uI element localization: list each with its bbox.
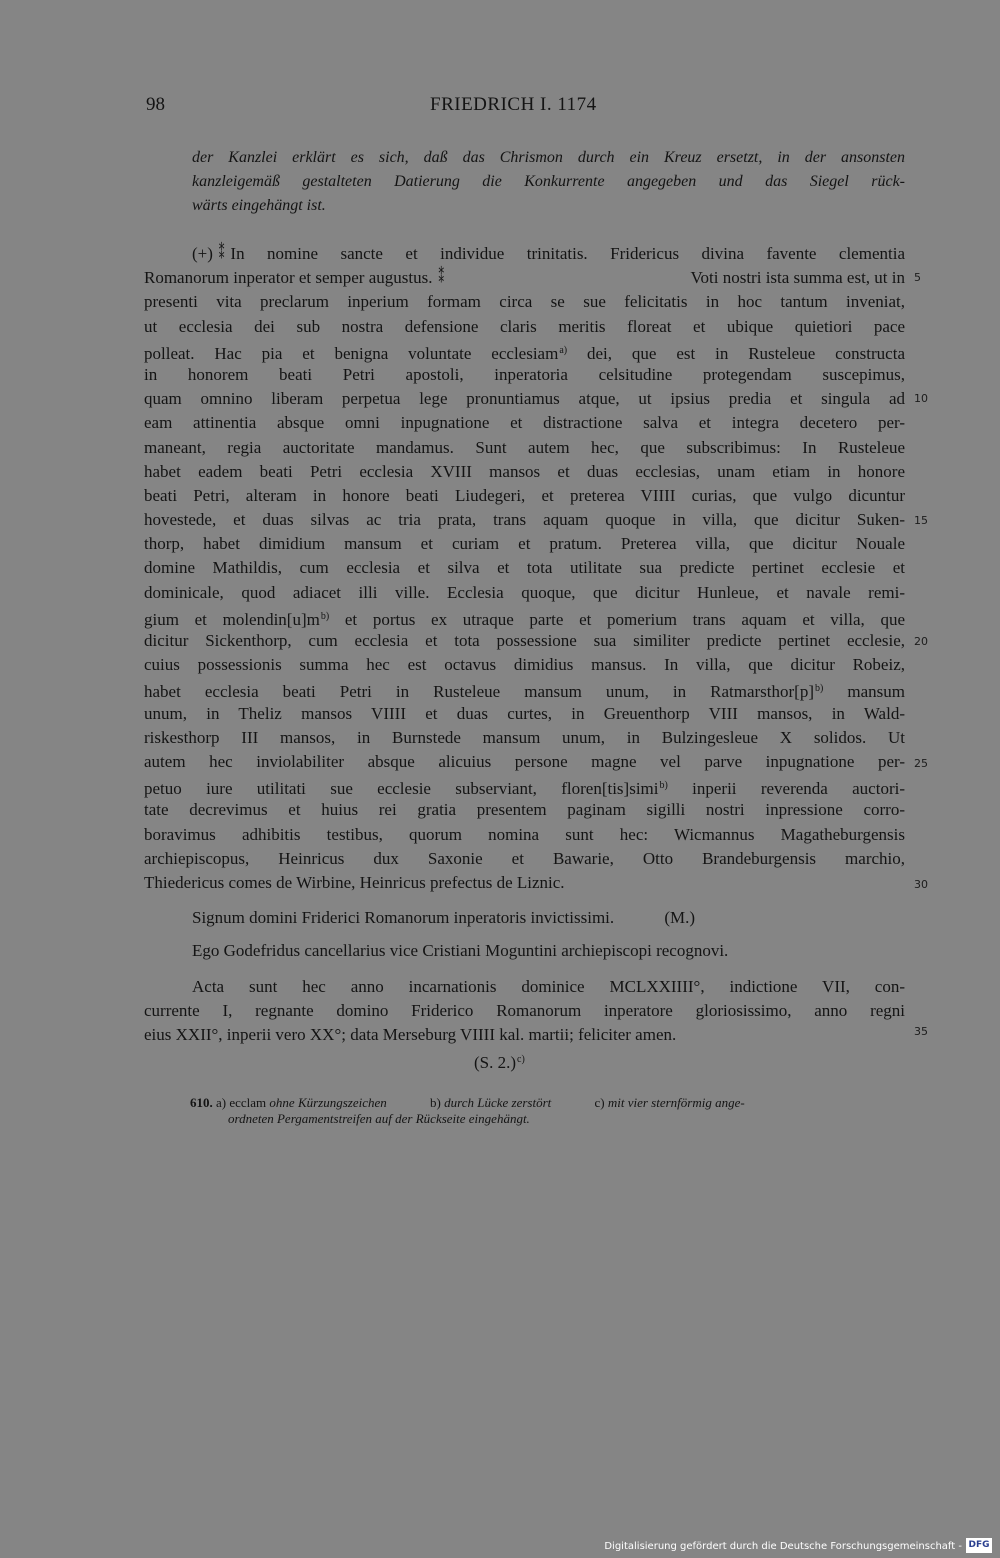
footnote-marker: b) bbox=[320, 610, 330, 622]
footnote-marker: b) bbox=[815, 683, 824, 695]
text-line: dicitur Sickenthorp, cum ecclesia et tota possessione sua similiter predicte pertinet ecclesie, bbox=[144, 631, 905, 650]
footnote-marker: c) bbox=[517, 1053, 525, 1065]
text-line: cuius possessionis summa hec est octavus dimidius mansus. In villa, que dicitur Robeiz, bbox=[144, 655, 905, 675]
text-line: dominicale, quod adiacet illi ville. Ecclesia quoque, que dicitur Hunleue, et navale remi- bbox=[144, 582, 905, 602]
signum-line bbox=[192, 908, 695, 928]
text-segment: dei, que est in Rusteleue constructa bbox=[587, 343, 905, 363]
seal-text: (S. 2.) bbox=[474, 1052, 517, 1072]
line-number: 15 bbox=[914, 514, 928, 527]
text-line: unum, in Theliz mansos VIIII et duas curtes, in Greuenthorp VIII mansos, in Wald- bbox=[144, 703, 905, 723]
text-segment: polleat. Hac pia et benigna voluntate ecclesiam bbox=[144, 343, 559, 363]
line-number: 5 bbox=[914, 271, 921, 284]
text-line bbox=[144, 774, 905, 798]
funding-credit: Digitalisierung gefördert durch die Deutsche Forschungsgemeinschaft - bbox=[604, 1541, 962, 1552]
text-line: quam omnino liberam perpetua lege pronuntiamus atque, ut ipsius predia et singula ad bbox=[144, 389, 905, 409]
running-title: FRIEDRICH I. 1174 bbox=[430, 94, 597, 115]
introductory-note bbox=[192, 146, 905, 218]
footnote-comment: mit vier sternförmig ange- bbox=[607, 1095, 745, 1110]
footnote-comment: ordneten Pergamentstreifen auf der Rückseite eingehängt. bbox=[228, 1111, 530, 1126]
text-line bbox=[144, 339, 905, 363]
monogram: (M.) bbox=[664, 908, 696, 927]
document-number: 610. bbox=[190, 1095, 213, 1110]
text-segment: inperii reverenda auctori- bbox=[692, 779, 905, 799]
seal-note bbox=[144, 1048, 905, 1075]
footnote-text: ecclam bbox=[229, 1095, 267, 1110]
text-segment: habet ecclesia beati Petri in Rusteleue mansum unum, in Ratmarsthor[p] bbox=[144, 682, 815, 702]
text-line: boravimus adhibitis testibus, quorum nomina sunt hec: Wicmannus Magatheburgensis bbox=[144, 824, 905, 844]
signum-text: Signum domini Friderici Romanorum inperatoris invictissimi. bbox=[192, 908, 615, 927]
intro-line: der Kanzlei erklärt es sich, daß das Chrismon durch ein Kreuz ersetzt, in der ansonsten bbox=[192, 149, 905, 166]
text-segment: Voti nostri ista summa est, ut in bbox=[690, 268, 905, 288]
text-line: thorp, habet dimidium mansum et curiam et pratum. Preterea villa, que dicitur Nouale bbox=[144, 534, 905, 554]
line-number: 25 bbox=[914, 757, 928, 770]
text-line: archiepiscopus, Heinricus dux Saxonie et Bawarie, Otto Brandeburgensis marchio, bbox=[144, 848, 905, 868]
line-number: 30 bbox=[914, 878, 928, 891]
text-line bbox=[144, 605, 905, 629]
footnote-comment: ohne Kürzungszeichen bbox=[269, 1095, 387, 1110]
text-line: Thiedericus comes de Wirbine, Heinricus prefectus de Liznic. bbox=[144, 872, 565, 892]
cross-symbol: (+) bbox=[192, 244, 213, 263]
text-line: tate decrevimus et huius rei gratia presentem paginam sigilli nostri inpressione corro- bbox=[144, 800, 905, 820]
footnote-comment: durch Lücke zerstört bbox=[444, 1095, 552, 1110]
footnote-line bbox=[190, 1095, 902, 1111]
intro-line: wärts eingehängt ist. bbox=[192, 197, 326, 214]
dfg-logo-icon: DFG bbox=[966, 1538, 992, 1553]
line-number: 20 bbox=[914, 635, 928, 648]
page-number: 98 bbox=[146, 94, 165, 115]
text-line: in honorem beati Petri apostoli, inperatoria celsitudine protegendam suscepimus, bbox=[144, 364, 905, 384]
text-segment: et portus ex utraque parte et pomerium trans aquam et villa, que bbox=[344, 609, 905, 629]
text-line: eius XXII°, inperii vero XX°; data Merseburg VIIII kal. martii; feliciter amen. bbox=[144, 1025, 677, 1045]
text-line bbox=[144, 677, 905, 701]
text-line: Acta sunt hec anno incarnationis dominice MCLXXIIII°, indictione VII, con- bbox=[192, 977, 905, 996]
text-segment: petuo iure utilitati sue ecclesie subserviant, floren[tis]simi bbox=[144, 779, 659, 799]
text-line: eam attinentia absque omni inpugnatione et distractione salva et integra decetero per- bbox=[144, 413, 905, 433]
intro-line: kanzleigemäß gestalteten Datierung die Konkurrente angegeben und das Siegel rück- bbox=[192, 173, 905, 190]
page-header bbox=[146, 94, 906, 124]
text-line: currente I, regnante domino Friderico Romanorum inperatore gloriosissimo, anno regni bbox=[144, 1001, 905, 1021]
chrismon-icon: ⁑ bbox=[218, 244, 225, 264]
footnote-label: c) bbox=[594, 1095, 605, 1110]
text-segment: gium et molendin[u]m bbox=[144, 609, 320, 629]
footnotes bbox=[190, 1095, 902, 1127]
footnote-label: b) bbox=[430, 1095, 441, 1110]
text-line: autem hec inviolabiliter absque alicuius persone magne vel parve inpugnatione per- bbox=[144, 751, 905, 771]
recognition-line: Ego Godefridus cancellarius vice Cristiani Moguntini archiepiscopi recognovi. bbox=[192, 941, 729, 960]
text-segment: Romanorum inperator et semper augustus. bbox=[144, 268, 433, 288]
text-line: riskesthorp III mansos, in Burnstede mansum unum, in Bulzingesleue X solidos. Ut bbox=[144, 727, 905, 747]
text-line: domine Mathildis, cum ecclesia et silva et tota utilitate sua predicte pertinet ecclesie et bbox=[144, 558, 905, 578]
text-line: ut ecclesia dei sub nostra defensione claris meritis floreat et ubique quietiori pace bbox=[144, 316, 905, 336]
chrismon-icon: ⁑ bbox=[438, 268, 444, 288]
text-line: hovestede, et duas silvas ac tria prata, trans aquam quoque in villa, que dicitur Suken- bbox=[144, 510, 905, 530]
footnote-line bbox=[190, 1111, 902, 1127]
text-line bbox=[144, 242, 905, 266]
text-line bbox=[144, 266, 905, 290]
charter-text bbox=[144, 242, 905, 895]
line-number: 35 bbox=[914, 1025, 928, 1038]
text-line: beati Petri, alteram in honore beati Liudegeri, et preterea VIIII curias, que vulgo dicuntur bbox=[144, 485, 905, 505]
text-line: maneant, regia auctoritate mandamus. Sunt autem hec, que subscribimus: In Rusteleue bbox=[144, 437, 905, 457]
footnote-marker: a) bbox=[559, 344, 568, 356]
line-number: 10 bbox=[914, 392, 928, 405]
text-line: habet eadem beati Petri ecclesia XVIII mansos et duas ecclesias, unam etiam in honore bbox=[144, 461, 905, 481]
text-segment: In nomine sancte et individue trinitatis. Fridericus divina favente clementia bbox=[230, 244, 905, 263]
text-line: presenti vita preclarum inperium formam circa se sue felicitatis in hoc tantum inveniat, bbox=[144, 292, 905, 312]
text-segment: mansum bbox=[847, 682, 906, 702]
dating-clause bbox=[144, 975, 905, 1075]
footnote-marker: b) bbox=[659, 780, 668, 792]
footnote-label: a) bbox=[216, 1095, 227, 1110]
